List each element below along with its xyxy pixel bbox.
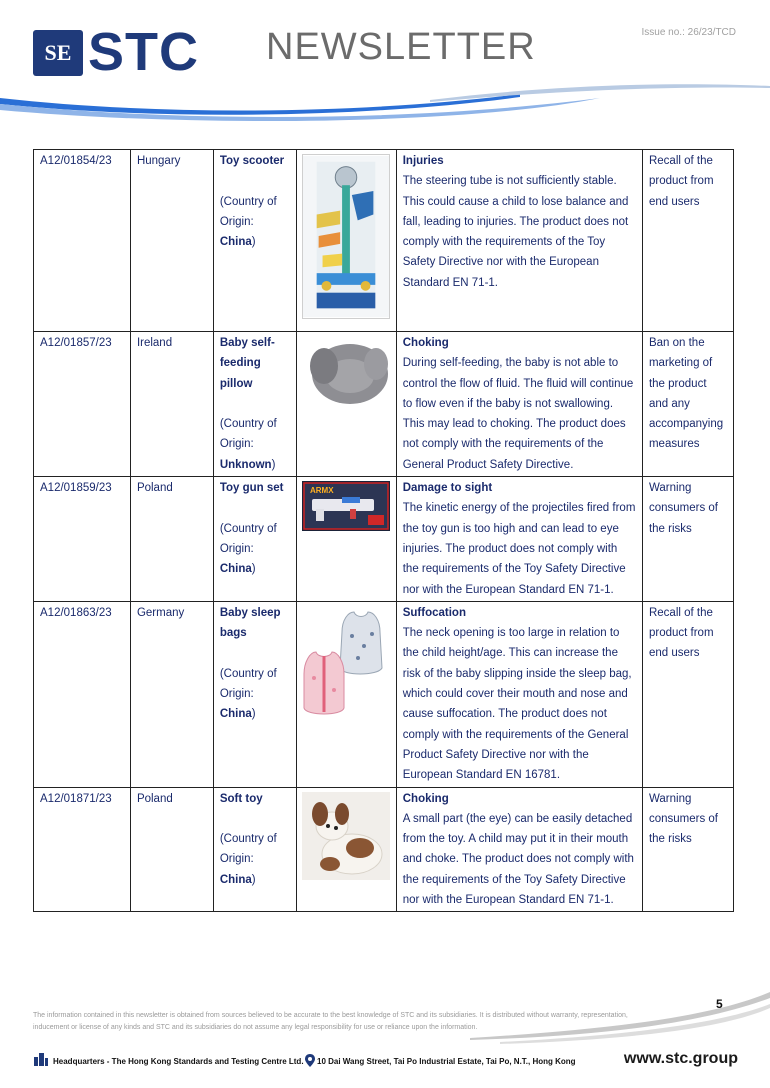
product-name: Toy gun set [219,482,284,495]
origin-value: Unknown [219,458,272,471]
image-cell [296,332,396,477]
product-name: Baby self-feeding pillow [219,337,275,390]
origin-label: Origin: [219,542,254,555]
origin-label: (Country of [219,418,277,431]
product-recall-table [33,149,734,912]
origin-close: ) [251,563,256,576]
risk-cell [396,787,642,912]
reference-cell: A12/01857/23 [34,332,131,477]
risk-type: Choking [402,337,449,349]
toy-gun-box-image [302,481,390,531]
origin-label: (Country of [219,522,277,535]
product-cell [213,150,296,332]
risk-cell [396,332,642,477]
product-cell [213,332,296,477]
risk-description: The kinetic energy of the projectiles fired from the toy gun is too high and can lead to eye injuries. The product does not comply with the requirements of the Toy Safety Directive nor with the European Standard EN 71-1. [402,502,636,596]
measure-cell: Ban on the marketing of the product and any accompanying measures [642,332,733,477]
risk-description: The steering tube is not sufficiently stable. This could cause a child to lose balance and fall, leading to injuries. The product does not comply with the requirements of the Toy Safety Directive nor with the European Standard EN 71-1. [402,175,629,289]
product-name: Toy scooter [219,155,285,167]
location-pin-icon [305,1054,315,1067]
reference-cell: A12/01863/23 [34,601,131,787]
origin-value: China [219,563,252,576]
origin-close: ) [251,873,256,886]
disclaimer-text: The information contained in this newsletter is obtained from sources believed to be accurate to the best knowledge of STC and its subsidiaries. It is distributed without warranty, representation, inducement or license of any kinds and STC and its subsidiaries do not assume any legal responsibility for use or reliance upon the information. [33,1012,628,1031]
building-icon [33,1052,49,1066]
headquarters-text: Headquarters - The Hong Kong Standards and Testing Centre Ltd. [53,1057,304,1066]
toy-scooter-box-image [302,154,390,319]
sleep-bags-image [302,606,390,721]
origin-value: China [219,873,252,886]
product-name: Baby sleep bags [219,606,281,640]
risk-type: Damage to sight [402,482,493,495]
origin-label: (Country of [219,667,277,680]
country-cell: Germany [130,601,213,787]
page-title: NEWSLETTER [266,26,536,68]
toy-gun-brand-label: ARMX [309,486,334,496]
product-cell [213,787,296,912]
website-link[interactable]: www.stc.group [623,1050,738,1067]
measure-cell: Recall of the product from end users [642,601,733,787]
risk-type: Choking [402,792,449,805]
image-cell [296,477,396,602]
origin-value: China [219,236,252,249]
product-cell [213,477,296,602]
reference-cell: A12/01854/23 [34,150,131,332]
grey-pillow-image [302,336,390,411]
risk-type: Suffocation [402,606,466,619]
risk-description: A small part (the eye) can be easily detached from the toy. A child may put it in their mouth and choke. The product does not comply with the requirements of the Toy Safety Directive nor with the European Standard EN 71-1. [402,812,634,907]
origin-label: Origin: [219,215,254,228]
plush-dog-image [302,792,390,880]
origin-label: Origin: [219,438,254,451]
origin-label: (Country of [219,195,277,208]
logo-wordmark: STC [88,22,199,82]
image-cell [296,150,396,332]
risk-description: During self-feeding, the baby is not able to control the flow of fluid. The fluid will continue to flow even if the baby is not swallowing. This may lead to choking. The product does not comply with the requirements of the General Product Safety Directive. [402,357,634,471]
product-cell [213,601,296,787]
country-cell: Poland [130,787,213,912]
table-row [34,477,734,602]
table-row [34,150,734,332]
origin-label: (Country of [219,833,277,846]
issue-number: Issue no.: 26/23/TCD [641,27,736,38]
page-header [0,0,770,125]
country-cell: Ireland [130,332,213,477]
product-name: Soft toy [219,792,263,805]
address-text: 10 Dai Wang Street, Tai Po Industrial Estate, Tai Po, N.T., Hong Kong [317,1057,576,1066]
risk-type: Injuries [402,155,444,167]
image-cell [296,787,396,912]
page-number: 5 [716,997,723,1011]
image-cell [296,601,396,787]
origin-close: ) [251,708,256,721]
reference-cell: A12/01871/23 [34,787,131,912]
page-footer [33,1052,738,1072]
origin-label: Origin: [219,853,254,866]
country-cell: Poland [130,477,213,602]
measure-cell: Warning consumers of the risks [642,477,733,602]
measure-cell: Recall of the product from end users [642,150,733,332]
table-row [34,332,734,477]
risk-cell [396,150,642,332]
origin-label: Origin: [219,688,254,701]
risk-cell [396,477,642,602]
origin-close: ) [251,236,256,249]
table-row [34,787,734,912]
table-row [34,601,734,787]
origin-close: ) [271,458,276,471]
origin-value: China [219,708,252,721]
measure-cell: Warning consumers of the risks [642,787,733,912]
risk-description: The neck opening is too large in relation to the child height/age. This can increase the risk of the baby slipping inside the sleep bag, which could cover their mouth and nose and cause suffocation. The product does not comply with the requirements of the General Product Safety Directive nor with the European Standard EN 16781. [402,627,632,782]
country-cell: Hungary [130,150,213,332]
stc-logo-icon: SE [33,30,83,76]
header-swoosh-decoration [0,80,770,125]
reference-cell: A12/01859/23 [34,477,131,602]
risk-cell [396,601,642,787]
